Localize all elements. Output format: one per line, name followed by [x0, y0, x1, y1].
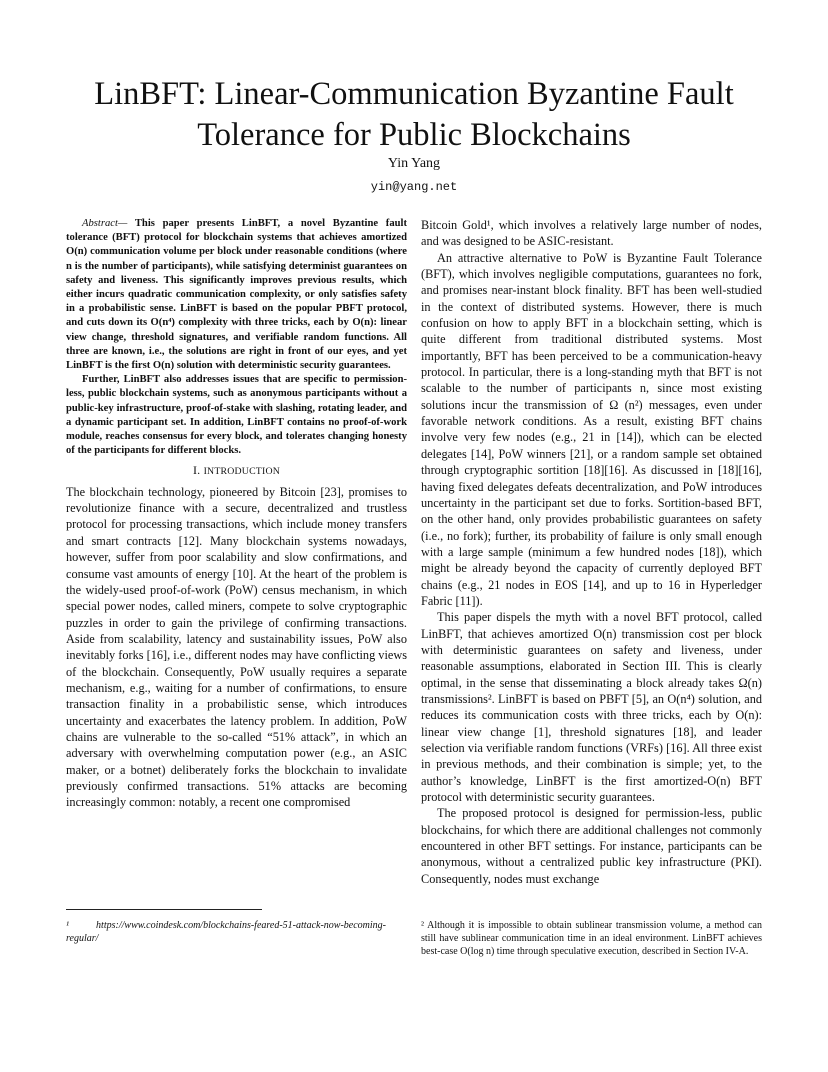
intro-paragraph-5: The proposed protocol is designed for permission-less, public blockchains, for which there are additional challenges not commonly encountered in other BFT settings. For instance, participants can be anonymous, without a centralized public key infrastructure (PKI). Consequently, nodes must exchange [421, 806, 762, 886]
footnote-divider [66, 909, 262, 910]
left-column [66, 217, 407, 811]
section-title: INTRODUCTION [203, 466, 281, 478]
author-name: Yin Yang [387, 156, 441, 171]
paper-title: LinBFT: Linear-Communication Byzantine Fault Tolerance for Public Blockchains [94, 76, 734, 153]
intro-paragraph-2: Bitcoin Gold¹, which involves a relatively large number of nodes, and was designed to be ASIC-resistant. [421, 218, 762, 249]
section-heading [66, 462, 407, 480]
abstract-paragraph-2: Further, LinBFT also addresses issues that are specific to permission-less, public blockchain systems, such as anonymous participants without a public-key infrastructure, proof-of-stake with slashing, rotating leader, and a dynamic participant set. In addition, LinBFT contains no proof-of-work module, reaches consensus for every block, and tolerates changing honesty of the participants for different blocks. [66, 374, 407, 457]
abstract-text: This paper presents LinBFT, a novel Byzantine fault tolerance (BFT) protocol for blockchain systems that achieves amortized O(n) communication volume per block under reasonable conditions (where n is the number of participants), while satisfying determinist guarantees on safety and liveness. This significantly improves previous results, which either incurs quadratic communication complexity, or only satisfies safety in a probabilistic sense. LinBFT is based on the popular PBFT protocol, and cuts down its O(n⁴) complexity with three tricks, each by O(n): linear view change, threshold signatures, and verifiable random functions. All three are known, i.e., the solutions are right in front of our eyes, and yet LinBFT is the first O(n) solution with deterministic security guarantees. [66, 218, 407, 372]
section-number: I. [192, 463, 201, 478]
intro-paragraph-3: An attractive alternative to PoW is Byzantine Fault Tolerance (BFT), which involves negligible computations, guarantees no fork, and promises near-instant block finality. BFT has been well-studied in the context of distributed systems. However, there is much confusion on how to apply BFT in a blockchain setting, which is quite different from traditional distributed systems. Most importantly, BFT has been perceived to be a communication-heavy protocol. In particular, there is a long-standing myth that BFT is not scalable to the number of participants n, since most existing solutions incur the transmission of Ω (n²) messages, even under favorable network conditions. As a result, existing BFT chains involve very few nodes (e.g., 21 in [14]), which can be elected delegates [14], PoW winners [21], or a random sample set obtained through cryptographic sortition [18][16]. As discussed in [18][16], having fixed delegates defeats decentralization, and PoW introduces uncertainty in the participant set due to forks. Sortition-based BFT, on the other hand, only provides probabilistic guarantees on safety (i.e., no fork); further, its probability of failure is only small enough with a large sample (minimum a few hundred nodes [18]), which might be already beyond the capacity of currently deployed BFT chains (e.g., 21 nodes in EOS [14], and up to 16 in Hyperledger Fabric [11]). [421, 250, 762, 608]
intro-paragraph-1: The blockchain technology, pioneered by Bitcoin [23], promises to revolutionize finance with a secure, decentralized and trustless protocol for processing transactions, which include money transfers and smart contracts [12]. Many blockchain systems nowadays, however, suffer from poor scalability and slow confirmations, and consume vast amounts of energy [10]. At the heart of the problem is the widely-used proof-of-work (PoW) census mechanism, in which special power nodes, called miners, compete to solve cryptographic puzzles in order to gain the privilege of confirming transactions. Aside from scalability, latency and sustainability issues, PoW also inevitably forks [16], i.e., different nodes may have conflicting views of the blockchain. Consequently, PoW usually requires a separate mechanism, e.g., waiting for a number of confirmations, to ensure transaction finality in a probabilistic sense, which introduces uncertainty and exacerbates the latency problem. In addition, PoW chains are vulnerable to the so-called “51% attack”, in which an adversary with overwhelming computation power (e.g., an ASIC maker, or a botnet) deliberately forks the blockchain to invalidate previously confirmed transactions. 51% attacks are becoming increasingly common: notably, a recent one compromised [66, 484, 407, 810]
intro-paragraph-4: This paper dispels the myth with a novel BFT protocol, called LinBFT, that achieves amortized O(n) transmission cost per block with deterministic guarantees on safety and liveness, under reasonable assumptions, elaborated in Section III. This is clearly optimal, in the sense that disseminating a block already takes Ω(n) transmissions². LinBFT is based on PBFT [5], an O(n⁴) solution, and reduces its communication costs with three tricks, each by O(n): linear view change [1], threshold signatures [18], and leader selection via verifiable random functions (VRFs) [16]. All three exist in previous methods, and their combination is simple; yet, to the author’s knowledge, LinBFT is the first amortized-O(n) BFT protocol with deterministic security guarantees. [421, 610, 762, 805]
abstract-paragraph [66, 217, 407, 373]
footnote-2: ² Although it is impossible to obtain sublinear transmission volume, a method can still have sublinear communication time in an ideal environment. LinBFT achieves best-case O(log n) time through speculative execution, described in Section IV-A. [421, 920, 762, 958]
footnote-1[interactable]: ¹ https://www.coindesk.com/blockchains-feared-51-attack-now-becoming-regular/ [66, 920, 386, 945]
abstract-label: Abstract— [82, 218, 128, 229]
right-column [421, 217, 762, 887]
author-email: yin@yang.net [370, 180, 458, 194]
